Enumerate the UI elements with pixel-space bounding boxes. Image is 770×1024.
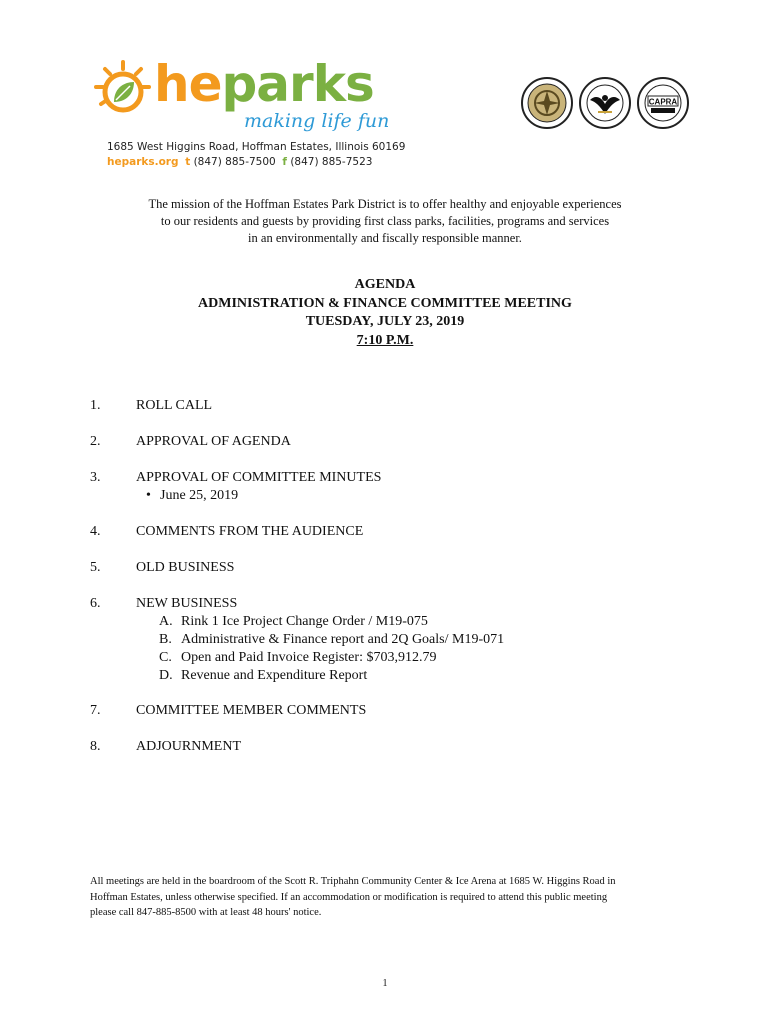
phone-label: t [185, 156, 191, 168]
item-number: 7. [90, 703, 101, 718]
eagle-seal-icon [578, 76, 632, 130]
footnote-line: please call 847-885-8500 with at least 48 hours' notice. [90, 907, 322, 918]
contact-line [107, 156, 372, 168]
fax-number: (847) 885-7523 [290, 156, 373, 168]
brand-wordmark: heparks [154, 55, 374, 113]
mission-line: The mission of the Hoffman Estates Park District is to offer healthy and enjoyable experiences [148, 197, 622, 211]
item-number: 3. [90, 470, 101, 485]
item-label: COMMITTEE MEMBER COMMENTS [136, 703, 367, 718]
website-link[interactable]: heparks.org [107, 156, 179, 168]
item-label: COMMENTS FROM THE AUDIENCE [136, 524, 364, 539]
item-label: APPROVAL OF COMMITTEE MINUTES [136, 470, 382, 485]
bullet-icon: • [146, 488, 151, 503]
item-label: APPROVAL OF AGENDA [136, 434, 291, 449]
document-title: AGENDA [354, 277, 416, 292]
footnote-line: All meetings are held in the boardroom of the Scott R. Triphahn Community Center & Ice Arena at 1685 W. Higgins Road in [90, 876, 616, 887]
item-label: ADJOURNMENT [136, 739, 241, 754]
address-line: 1685 West Higgins Road, Hoffman Estates, Illinois 60169 [107, 141, 406, 153]
item-number: 1. [90, 398, 101, 413]
mission-line: in an environmentally and fiscally responsible manner. [248, 231, 522, 245]
item-label: NEW BUSINESS [136, 596, 238, 611]
district-seal-icon [520, 76, 574, 130]
meeting-date: TUESDAY, JULY 23, 2019 [305, 314, 465, 329]
sub-item: A. Rink 1 Ice Project Change Order / M19-075 [159, 614, 428, 629]
phone-number: (847) 885-7500 [193, 156, 276, 168]
page-number: 1 [382, 978, 388, 989]
item-number: 5. [90, 560, 101, 575]
meeting-name: ADMINISTRATION & FINANCE COMMITTEE MEETING [198, 295, 572, 311]
bullet-text: June 25, 2019 [160, 488, 239, 503]
item-label: OLD BUSINESS [136, 560, 235, 575]
item-number: 2. [90, 434, 101, 449]
mission-statement [80, 196, 690, 247]
capra-seal-icon [636, 76, 690, 130]
item-label: ROLL CALL [136, 398, 213, 413]
brand-tagline: making life fun [244, 110, 390, 132]
sub-item: D. Revenue and Expenditure Report [159, 668, 368, 683]
mission-line: to our residents and guests by providing first class parks, facilities, programs and services [160, 214, 610, 228]
minutes-bullet [146, 488, 238, 504]
accreditation-seals [520, 76, 690, 132]
sub-item: C. Open and Paid Invoice Register: $703,912.79 [159, 650, 437, 665]
sun-leaf-icon [92, 58, 154, 120]
agenda-heading [80, 276, 690, 350]
heparks-logo [92, 50, 390, 140]
item-number: 8. [90, 739, 101, 754]
capra-seal-text: CAPRA [648, 97, 678, 107]
footnote-line: Hoffman Estates, unless otherwise specified. If an accommodation or modification is required to attend this public meeting [90, 891, 608, 903]
meeting-time: 7:10 P.M. [356, 332, 414, 348]
item-number: 6. [90, 596, 101, 611]
meeting-footnote [90, 874, 690, 921]
sub-item: B. Administrative & Finance report and 2Q Goals/ M19-071 [159, 632, 505, 647]
item-number: 4. [90, 524, 101, 539]
fax-label: f [282, 156, 287, 168]
